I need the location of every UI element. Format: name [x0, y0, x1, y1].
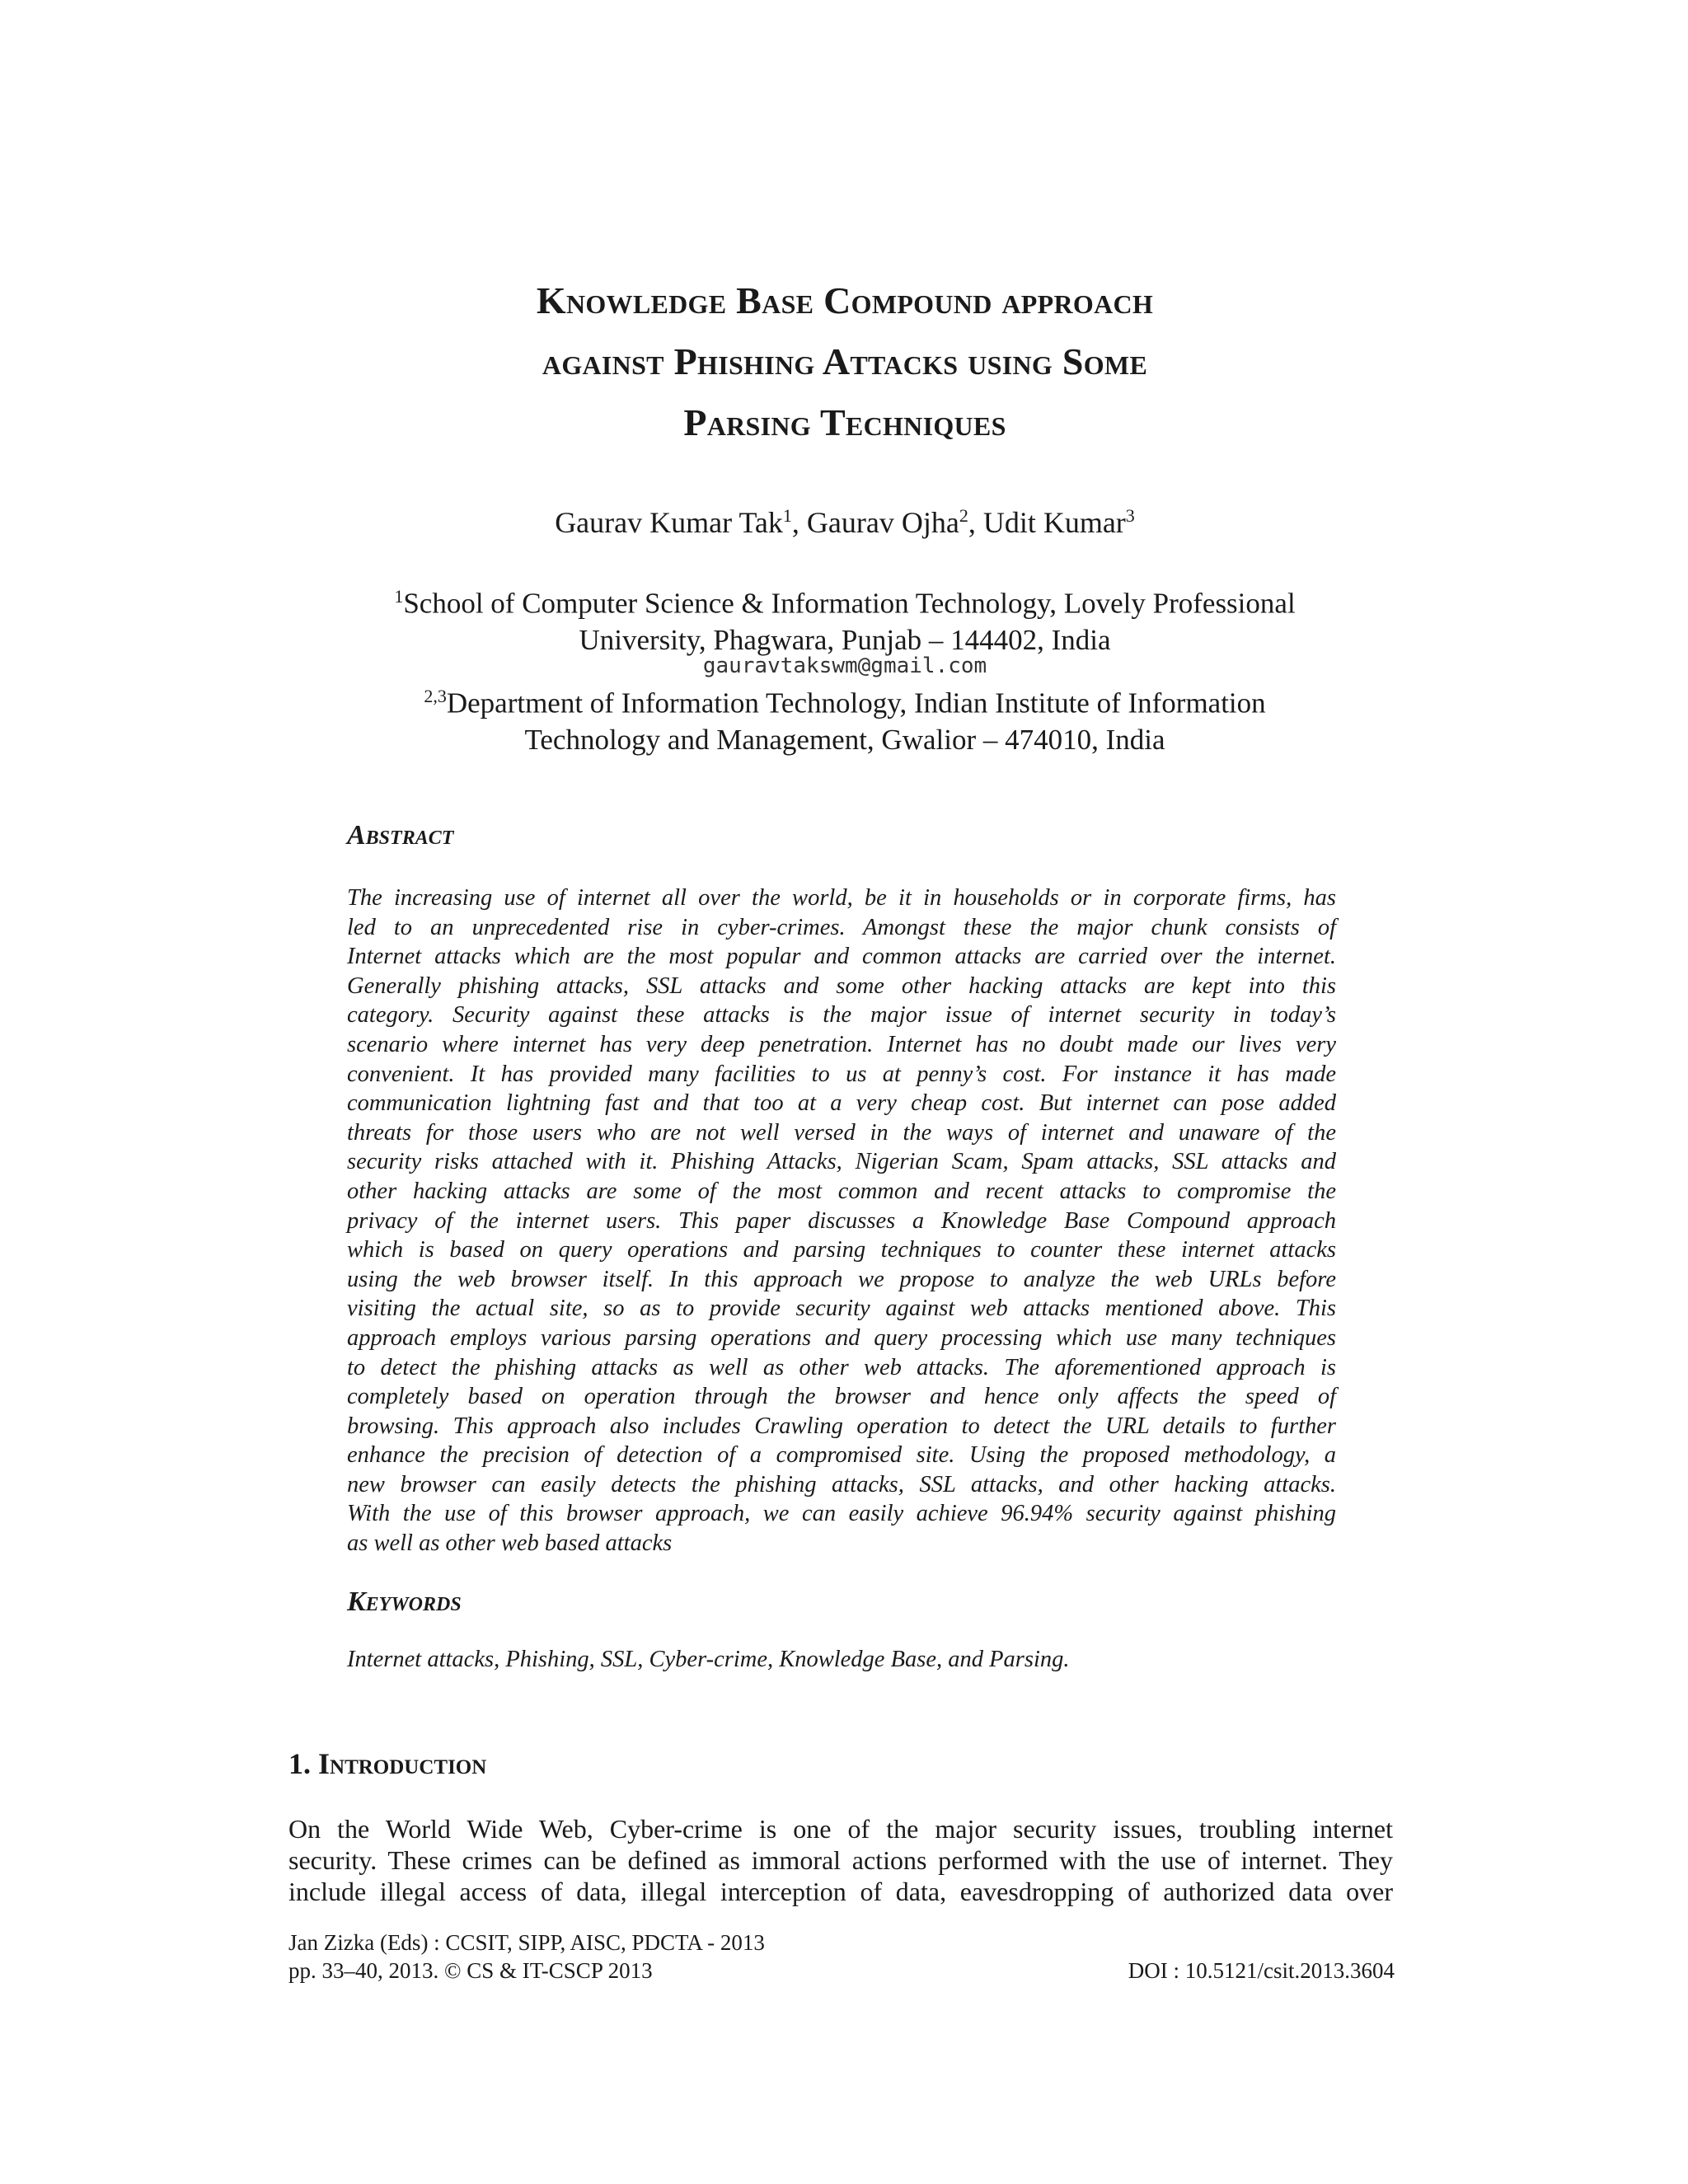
- footer-editors: Jan Zizka (Eds) : CCSIT, SIPP, AISC, PDCTA - 2013: [288, 1930, 765, 1955]
- author-2-affil-mark: 2: [959, 505, 968, 526]
- footer-doi[interactable]: DOI : 10.5121/csit.2013.3604: [1128, 1958, 1395, 1983]
- author-separator: ,: [791, 506, 807, 539]
- abstract-line: Generally phishing attacks, SSL attacks and some other hacking attacks are kept into this: [347, 972, 1336, 999]
- author-email[interactable]: gauravtakswm@gmail.com: [702, 654, 987, 678]
- introduction-line: security. These crimes can be defined as immoral actions performed with the use of internet. They: [288, 1845, 1393, 1875]
- abstract-body: [347, 883, 1336, 1558]
- abstract-line: approach employs various parsing operations and query processing which use many techniques: [347, 1324, 1336, 1351]
- footer-pages-copyright: pp. 33–40, 2013. © CS & IT-CSCP 2013: [288, 1958, 653, 1983]
- abstract-line: The increasing use of internet all over the world, be it in households or in corporate firms, has: [347, 885, 1336, 911]
- author-3: Udit Kumar: [982, 506, 1126, 539]
- abstract-line: security risks attached with it. Phishing Attacks, Nigerian Scam, Spam attacks, SSL attacks and: [347, 1149, 1336, 1175]
- introduction-body: [288, 1813, 1393, 1907]
- affiliation-2-line-2: Technology and Management, Gwalior – 474010, India: [524, 723, 1165, 756]
- affiliation-2-mark: 2,3: [424, 686, 447, 706]
- abstract-line: which is based on query operations and parsing techniques to counter these internet attacks: [347, 1237, 1336, 1263]
- paper-title: [288, 270, 1401, 453]
- abstract-line: to detect the phishing attacks as well as other web attacks. The aforementioned approach is: [347, 1354, 1336, 1380]
- affiliation-1-text: School of Computer Science & Information Technology, Lovely Professional: [403, 587, 1296, 620]
- abstract-line: Internet attacks which are the most popular and common attacks are carried over the internet.: [347, 944, 1336, 970]
- abstract-line: new browser can easily detects the phishing attacks, SSL attacks, and other hacking attacks.: [347, 1471, 1336, 1497]
- affiliation-2-text: Department of Information Technology, Indian Institute of Information: [446, 687, 1266, 719]
- title-line-2: against Phishing Attacks using Some: [542, 340, 1148, 382]
- abstract-line: threats for those users who are not well versed in the ways of internet and unaware of the: [347, 1119, 1336, 1146]
- introduction-heading: 1. Introduction: [288, 1747, 487, 1780]
- title-line-1: Knowledge Base Compound approach: [536, 279, 1154, 321]
- abstract-line: privacy of the internet users. This paper discusses a Knowledge Base Compound approach: [347, 1207, 1336, 1234]
- author-separator: ,: [968, 506, 983, 539]
- title-line-3: Parsing Techniques: [683, 401, 1006, 443]
- abstract-line: led to an unprecedented rise in cyber-crimes. Amongst these the major chunk consists of: [347, 914, 1336, 940]
- abstract-line: other hacking attacks are some of the most common and recent attacks to compromise the: [347, 1178, 1336, 1204]
- abstract-line: category. Security against these attacks is the major issue of internet security in today’s: [347, 1002, 1336, 1029]
- footer-citation: [288, 1929, 765, 1985]
- author-3-affil-mark: 3: [1125, 505, 1135, 526]
- author-list: [288, 498, 1401, 541]
- affiliation-1: [288, 579, 1401, 658]
- affiliation-1-line-1: [288, 579, 1401, 622]
- abstract-line: completely based on operation through the browser and hence only affects the speed of: [347, 1384, 1336, 1410]
- abstract-heading: Abstract: [347, 820, 454, 851]
- abstract-line: With the use of this browser approach, we can easily achieve 96.94% security against phishing: [347, 1501, 1336, 1527]
- affiliation-2: [288, 678, 1401, 758]
- abstract-line: visiting the actual site, so as to provide security against web attacks mentioned above. This: [347, 1296, 1336, 1322]
- abstract-line: communication lightning fast and that too at a very cheap cost. But internet can pose added: [347, 1090, 1336, 1117]
- affiliation-2-line-1: [288, 678, 1401, 722]
- keywords-text: Internet attacks, Phishing, SSL, Cyber-crime, Knowledge Base, and Parsing.: [347, 1647, 1070, 1672]
- author-2: Gaurav Ojha: [806, 506, 959, 539]
- author-1-affil-mark: 1: [782, 505, 792, 526]
- abstract-line: enhance the precision of detection of a compromised site. Using the proposed methodology, a: [347, 1442, 1336, 1469]
- keywords-heading: Keywords: [347, 1586, 462, 1617]
- abstract-line: as well as other web based attacks: [347, 1530, 673, 1557]
- introduction-line: include illegal access of data, illegal interception of data, eavesdropping of authorized data over: [288, 1877, 1393, 1906]
- abstract-line: scenario where internet has very deep penetration. Internet has no doubt made our lives very: [347, 1031, 1336, 1057]
- introduction-line: On the World Wide Web, Cyber-crime is one of the major security issues, troubling internet: [288, 1814, 1393, 1844]
- author-1: Gaurav Kumar Tak: [555, 506, 783, 539]
- affiliation-1-mark: 1: [394, 586, 404, 607]
- abstract-line: browsing. This approach also includes Crawling operation to detect the URL details to further: [347, 1413, 1336, 1439]
- abstract-line: convenient. It has provided many facilities to us at penny’s cost. For instance it has made: [347, 1061, 1336, 1087]
- affiliation-1-line-2: University, Phagwara, Punjab – 144402, India: [579, 623, 1111, 656]
- abstract-line: using the web browser itself. In this approach we propose to analyze the web URLs before: [347, 1266, 1336, 1292]
